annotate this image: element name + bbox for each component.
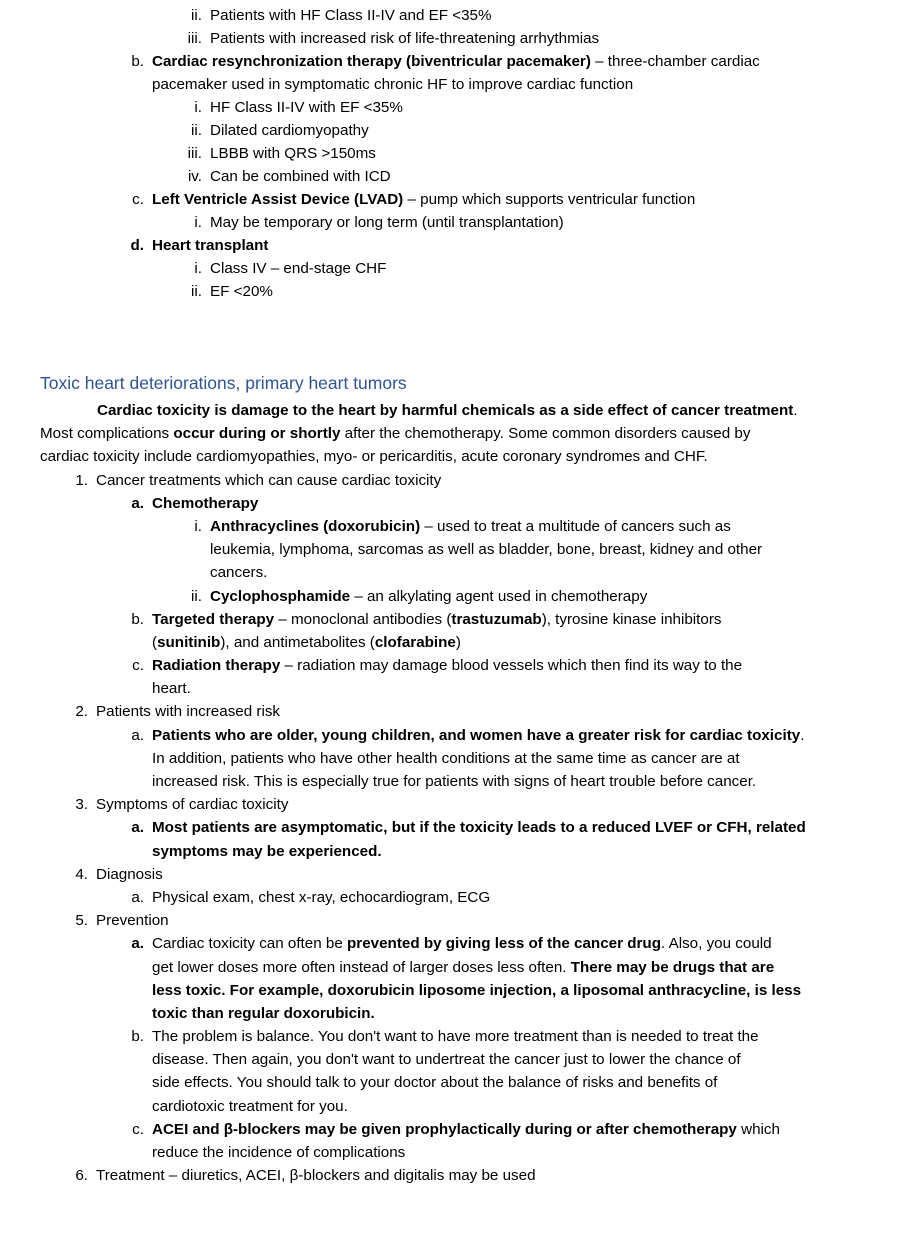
text-run: Patients with increased risk xyxy=(96,703,281,721)
bold-text: Radiation therapy xyxy=(152,657,281,675)
line-text xyxy=(40,445,708,468)
text-run: Cardiac toxicity can often be xyxy=(152,935,348,953)
list-item xyxy=(0,50,917,73)
text-line xyxy=(0,1002,917,1025)
line-text xyxy=(152,1025,759,1048)
list-marker: i. xyxy=(194,99,202,116)
line-text xyxy=(152,724,804,747)
document-page xyxy=(0,4,917,1187)
list-item xyxy=(0,886,917,909)
list-item xyxy=(0,96,917,119)
list-marker: b. xyxy=(131,610,144,628)
text-run: Dilated cardiomyopathy xyxy=(210,122,369,139)
list-marker: c. xyxy=(132,191,144,208)
text-run: In addition, patients who have other health conditions at the same time as cancer are at xyxy=(152,749,740,767)
list-item xyxy=(0,234,917,257)
line-text xyxy=(210,538,762,561)
line-text xyxy=(152,979,801,1002)
text-line xyxy=(0,1048,917,1071)
line-text xyxy=(210,96,403,119)
bold-text: symptoms may be experienced. xyxy=(152,842,382,860)
bold-text: Most patients are asymptomatic, but if the toxicity leads to a reduced LVEF or CFH, related xyxy=(152,819,806,837)
text-run: – radiation may damage blood vessels which then find its way to the xyxy=(280,657,743,675)
list-marker: ii. xyxy=(191,283,202,300)
line-text xyxy=(152,932,772,955)
text-run: Cancer treatments which can cause cardiac toxicity xyxy=(96,471,442,489)
text-run: reduce the incidence of complications xyxy=(152,1144,406,1161)
bold-text: Anthracyclines (doxorubicin) xyxy=(210,517,421,535)
line-text xyxy=(210,27,599,50)
list-marker: iv. xyxy=(187,168,202,185)
list-marker: a. xyxy=(131,935,144,953)
text-run: which xyxy=(736,1120,780,1138)
line-text xyxy=(152,677,191,700)
list-marker: 5. xyxy=(75,912,88,930)
bold-text: ACEI and β-blockers may be given prophylactically during or after chemotherapy xyxy=(152,1120,737,1138)
list-marker: b. xyxy=(131,1028,144,1046)
text-run: increased risk. This is especially true for patients with signs of heart trouble before cancer. xyxy=(152,773,757,790)
list-marker: d. xyxy=(130,237,144,254)
line-text xyxy=(96,909,169,932)
list-item xyxy=(0,1164,917,1187)
list-marker: i. xyxy=(194,517,202,535)
text-run: leukemia, lymphoma, sarcomas as well as bladder, bone, breast, kidney and other xyxy=(210,541,763,559)
list-item xyxy=(0,280,917,303)
text-run: . xyxy=(793,402,798,419)
text-line xyxy=(0,399,917,422)
line-text xyxy=(152,608,721,631)
text-run: cancers. xyxy=(210,564,268,582)
text-run: Patients with HF Class II-IV and EF <35% xyxy=(210,7,492,24)
text-line xyxy=(0,422,917,445)
list-marker: i. xyxy=(194,260,202,277)
text-run: May be temporary or long term (until transplantation) xyxy=(210,214,564,231)
bold-text: Cardiac toxicity is damage to the heart by harmful chemicals as a side effect of cancer treatment xyxy=(97,402,794,419)
list-item xyxy=(0,515,917,538)
list-item xyxy=(0,142,917,165)
bold-text: There may be drugs that are xyxy=(570,958,775,976)
bold-text: prevented by giving less of the cancer drug xyxy=(347,935,661,953)
text-run: . Also, you could xyxy=(660,935,772,953)
text-line xyxy=(0,631,917,654)
text-run: side effects. You should talk to your doctor about the balance of risks and benefits of xyxy=(152,1074,718,1092)
line-text xyxy=(210,561,267,584)
list-item xyxy=(0,863,917,886)
line-text xyxy=(152,1002,375,1025)
line-text xyxy=(210,142,376,165)
line-text xyxy=(40,422,750,445)
text-run: ) xyxy=(455,633,461,651)
line-text xyxy=(152,1118,780,1141)
list-item xyxy=(0,724,917,747)
line-text xyxy=(96,1164,536,1187)
text-line xyxy=(0,677,917,700)
list-marker: i. xyxy=(194,214,202,231)
text-line xyxy=(0,840,917,863)
line-text xyxy=(210,211,564,234)
bold-text: occur during or shortly xyxy=(173,425,341,443)
line-text xyxy=(152,747,740,770)
text-run: Treatment – diuretics, ACEI, β-blockers and digitalis may be used xyxy=(96,1167,536,1185)
list-item xyxy=(0,793,917,816)
line-text xyxy=(152,631,461,654)
line-text xyxy=(210,4,492,27)
bold-text: Cardiac resynchronization therapy (biventricular pacemaker) xyxy=(152,53,591,70)
text-run: after the chemotherapy. Some common disorders caused by xyxy=(340,425,751,443)
list-item xyxy=(0,909,917,932)
list-item xyxy=(0,654,917,677)
list-item xyxy=(0,585,917,608)
line-text xyxy=(210,280,273,303)
line-text xyxy=(96,863,163,886)
list-item xyxy=(0,4,917,27)
text-run: – pump which supports ventricular function xyxy=(403,191,696,208)
line-text xyxy=(152,886,490,909)
bold-text: Heart transplant xyxy=(152,237,269,254)
list-marker: a. xyxy=(131,494,144,512)
line-text xyxy=(152,770,756,793)
line-text xyxy=(210,165,391,188)
line-text xyxy=(152,1095,348,1118)
text-run: ), tyrosine kinase inhibitors xyxy=(541,610,722,628)
text-run: Physical exam, chest x-ray, echocardiogram, ECG xyxy=(152,888,491,906)
line-text xyxy=(96,700,280,723)
line-text xyxy=(210,119,369,142)
list-marker: a. xyxy=(131,726,144,744)
text-line xyxy=(0,73,917,96)
text-run: – an alkylating agent used in chemotherapy xyxy=(350,587,648,605)
line-text xyxy=(152,1141,405,1164)
list-marker: 3. xyxy=(75,796,88,814)
text-run: cardiotoxic treatment for you. xyxy=(152,1097,348,1115)
text-line xyxy=(0,770,917,793)
text-run: Symptoms of cardiac toxicity xyxy=(96,796,289,814)
list-item xyxy=(0,932,917,955)
bold-text: clofarabine xyxy=(374,633,456,651)
line-text xyxy=(152,234,268,257)
list-marker: a. xyxy=(131,888,144,906)
list-marker: iii. xyxy=(187,145,202,162)
bold-text: Chemotherapy xyxy=(152,494,259,512)
list-item xyxy=(0,469,917,492)
list-marker: 6. xyxy=(75,1167,88,1185)
list-item xyxy=(0,211,917,234)
text-run: ), and antimetabolites ( xyxy=(220,633,375,651)
list-marker: ii. xyxy=(191,7,202,24)
text-run: EF <20% xyxy=(210,283,273,300)
text-line xyxy=(0,1141,917,1164)
line-text xyxy=(152,816,806,839)
text-run: – monoclonal antibodies ( xyxy=(274,610,452,628)
text-run: Patients with increased risk of life-threatening arrhythmias xyxy=(210,30,600,47)
text-run: . xyxy=(800,726,805,744)
line-text xyxy=(152,956,774,979)
text-run: Diagnosis xyxy=(96,865,163,883)
list-item xyxy=(0,492,917,515)
text-line xyxy=(0,747,917,770)
bold-text: Left Ventricle Assist Device (LVAD) xyxy=(152,191,404,208)
list-item xyxy=(0,608,917,631)
list-marker: c. xyxy=(132,1120,144,1138)
text-run: heart. xyxy=(152,680,191,698)
text-run: get lower doses more often instead of larger doses less often. xyxy=(152,958,571,976)
line-text xyxy=(152,73,633,96)
document-section xyxy=(0,367,917,1187)
list-marker: 1. xyxy=(75,471,88,489)
line-text xyxy=(152,1071,717,1094)
list-item xyxy=(0,700,917,723)
bold-text: trastuzumab xyxy=(451,610,542,628)
line-text xyxy=(152,492,258,515)
bold-text: Patients who are older, young children, and women have a greater risk for cardiac toxicity xyxy=(152,726,801,744)
text-run: The problem is balance. You don't want to have more treatment than is needed to treat the xyxy=(152,1028,759,1046)
text-run: Most complications xyxy=(40,425,174,443)
text-line xyxy=(0,1095,917,1118)
text-run: ( xyxy=(152,633,158,651)
list-item xyxy=(0,27,917,50)
list-marker: ii. xyxy=(191,122,202,139)
text-line xyxy=(0,538,917,561)
line-text xyxy=(152,654,742,677)
text-run: Prevention xyxy=(96,912,169,930)
text-run: LBBB with QRS >150ms xyxy=(210,145,376,162)
line-text xyxy=(96,469,441,492)
line-text xyxy=(152,188,695,211)
line-text xyxy=(152,840,382,863)
list-item xyxy=(0,119,917,142)
text-run: Class IV – end-stage CHF xyxy=(210,260,387,277)
list-marker: a. xyxy=(131,819,144,837)
section-heading: Toxic heart deteriorations, primary heart tumors xyxy=(40,373,407,393)
line-text xyxy=(152,1048,741,1071)
text-run: Can be combined with ICD xyxy=(210,168,391,185)
list-item xyxy=(0,816,917,839)
bold-text: Targeted therapy xyxy=(152,610,275,628)
bold-text: toxic than regular doxorubicin. xyxy=(152,1004,375,1022)
line-text xyxy=(210,515,731,538)
line-text xyxy=(97,399,798,422)
list-item xyxy=(0,165,917,188)
text-run: HF Class II-IV with EF <35% xyxy=(210,99,403,116)
line-text xyxy=(210,585,647,608)
text-line xyxy=(0,1071,917,1094)
list-item xyxy=(0,188,917,211)
text-run: pacemaker used in symptomatic chronic HF to improve cardiac function xyxy=(152,76,634,93)
line-text xyxy=(96,793,288,816)
document-section xyxy=(0,4,917,303)
list-marker: 4. xyxy=(75,865,88,883)
text-run: – used to treat a multitude of cancers such as xyxy=(420,517,731,535)
list-marker: iii. xyxy=(187,30,202,47)
text-line xyxy=(0,445,917,468)
bold-text: less toxic. For example, doxorubicin liposome injection, a liposomal anthracycline, is less xyxy=(152,981,802,999)
list-marker: ii. xyxy=(191,587,202,605)
bold-text: Cyclophosphamide xyxy=(210,587,351,605)
line-text xyxy=(152,50,760,73)
list-marker: c. xyxy=(132,657,144,675)
text-line xyxy=(0,561,917,584)
text-run: – three-chamber cardiac xyxy=(590,53,760,70)
list-item xyxy=(0,257,917,280)
list-marker: b. xyxy=(131,53,144,70)
text-line xyxy=(0,979,917,1002)
line-text xyxy=(210,257,386,280)
list-item xyxy=(0,1118,917,1141)
text-line xyxy=(0,956,917,979)
text-run: disease. Then again, you don't want to undertreat the cancer just to lower the chance of xyxy=(152,1051,741,1069)
list-marker: 2. xyxy=(75,703,88,721)
text-run: cardiac toxicity include cardiomyopathies, myo- or pericarditis, acute coronary syndromes and CHF. xyxy=(40,448,708,466)
bold-text: sunitinib xyxy=(157,633,221,651)
list-item xyxy=(0,1025,917,1048)
